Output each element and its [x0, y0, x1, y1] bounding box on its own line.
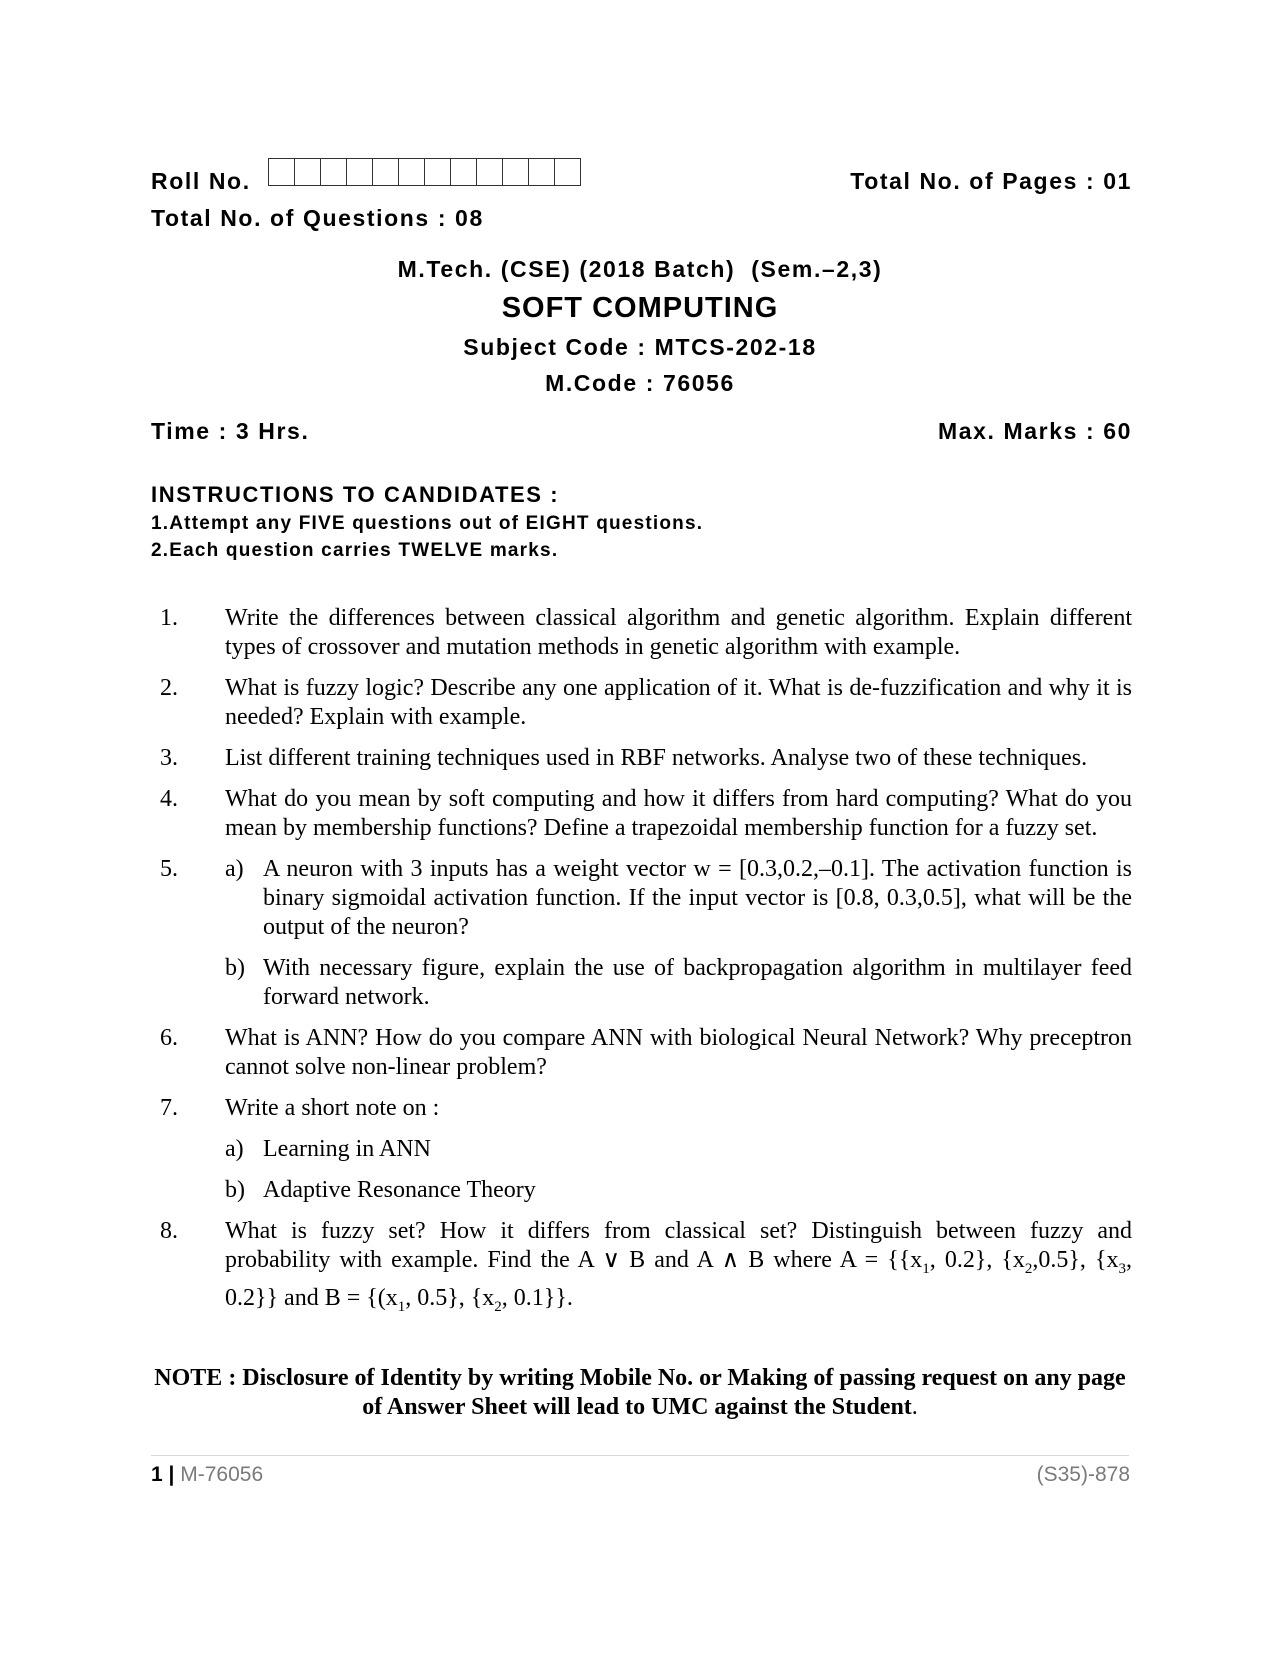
q8-text-part: , 0.5}, {x	[405, 1284, 495, 1311]
total-questions: Total No. of Questions : 08	[151, 205, 484, 231]
roll-digit-box[interactable]	[424, 158, 451, 186]
total-pages: Total No. of Pages : 01	[850, 168, 1132, 194]
question-text: List different training techniques used in RBF networks. Analyse two of these techniques.	[225, 745, 1088, 771]
question-number: 4.	[160, 786, 178, 812]
question-text: What is ANN? How do you compare ANN with biological Neural Network? Why preceptron cannot solve non-linear problem?	[225, 1025, 1132, 1080]
sub-question-label: a)	[225, 1136, 244, 1162]
footer-left	[151, 1463, 263, 1487]
max-marks: Max. Marks : 60	[937, 418, 1132, 444]
roll-no-boxes[interactable]	[268, 158, 580, 188]
question-text: What do you mean by soft computing and how it differs from hard computing? What do you mean by membership functions? Define a trapezoidal membership function for a fuzzy set.	[225, 786, 1132, 841]
question-number: 3.	[160, 745, 178, 771]
roll-digit-box[interactable]	[476, 158, 503, 186]
sub-question-text: With necessary figure, explain the use of backpropagation algorithm in multilayer feed forward network.	[263, 955, 1132, 1010]
roll-digit-box[interactable]	[268, 158, 295, 186]
q8-text-part: , 0.2}, {x	[929, 1247, 1025, 1273]
q8-text-part: What is fuzzy set? How it differs from classical set? Distinguish between fuzzy and probability with example. Find the A ∨ B and A ∧ B where A = {{x	[225, 1218, 1132, 1273]
question-body	[225, 855, 1132, 1024]
subscript: 1	[397, 1298, 406, 1315]
roll-digit-box[interactable]	[372, 158, 399, 186]
footer-right-code: (S35)-878	[1036, 1463, 1130, 1486]
sub-question-label: a)	[225, 856, 244, 882]
question-number: 6.	[160, 1025, 178, 1051]
subject-code: Subject Code : MTCS-202-18	[463, 334, 817, 360]
question-item	[160, 604, 1132, 662]
footer-code: M-76056	[180, 1463, 264, 1486]
question-text	[225, 1217, 1132, 1322]
question-item	[160, 1024, 1132, 1082]
subscript: 1	[922, 1260, 930, 1277]
q8-text-part: , 0.1}}.	[501, 1284, 573, 1311]
roll-digit-box[interactable]	[502, 158, 529, 186]
subscript: 3	[1118, 1260, 1126, 1277]
course-title: M.Tech. (CSE) (2018 Batch) (Sem.–2,3)	[397, 256, 883, 282]
question-item	[160, 1094, 1132, 1217]
question-number: 5.	[160, 856, 178, 882]
sub-question-text: Learning in ANN	[263, 1136, 431, 1162]
sub-question-label: b)	[225, 955, 245, 981]
roll-digit-box[interactable]	[294, 158, 321, 186]
instructions-heading: INSTRUCTIONS TO CANDIDATES :	[151, 482, 560, 507]
roll-digit-box[interactable]	[346, 158, 373, 186]
roll-digit-box[interactable]	[450, 158, 477, 186]
subscript: 2	[494, 1298, 502, 1315]
question-number: 1.	[160, 605, 178, 631]
footer-divider	[151, 1455, 1129, 1456]
question-item	[160, 674, 1132, 732]
q8-text-part: , 0.2}} and B = {(x	[225, 1247, 1132, 1311]
question-text: What is fuzzy logic? Describe any one application of it. What is de-fuzzification and why it is needed? Explain with example.	[225, 675, 1132, 730]
subject-title: SOFT COMPUTING	[501, 292, 779, 324]
question-item	[160, 855, 1132, 1024]
note-period: .	[911, 1394, 918, 1420]
sub-question-label: b)	[225, 1177, 245, 1203]
note-text: NOTE : Disclosure of Identity by writing Mobile No. or Making of passing request on any page of Answer Sheet will lead to UMC against the Student	[154, 1365, 1126, 1420]
question-item	[160, 785, 1132, 843]
roll-digit-box[interactable]	[398, 158, 425, 186]
sub-question	[225, 1176, 1132, 1205]
instruction-item: 1.Attempt any FIVE questions out of EIGHT questions.	[151, 513, 704, 534]
q8-text-part: ,0.5}, {x	[1032, 1247, 1119, 1273]
roll-no-label: Roll No.	[151, 168, 251, 194]
sub-question	[225, 1135, 1132, 1164]
question-item	[160, 744, 1132, 773]
question-body	[225, 1094, 1132, 1217]
question-item	[160, 1217, 1132, 1322]
sub-question-text: A neuron with 3 inputs has a weight vector w = [0.3,0.2,–0.1]. The activation function is binary sigmoidal activation function. If the input vector is [0.8, 0.3,0.5], what will be the output of the neuron?	[263, 856, 1132, 940]
question-text: Write a short note on :	[225, 1095, 440, 1121]
roll-digit-box[interactable]	[528, 158, 555, 186]
page-number: 1	[151, 1463, 163, 1486]
sub-question	[225, 855, 1132, 942]
instruction-item: 2.Each question carries TWELVE marks.	[151, 540, 559, 561]
roll-digit-box[interactable]	[320, 158, 347, 186]
footer-separator: |	[162, 1463, 181, 1486]
exam-time: Time : 3 Hrs.	[151, 418, 310, 444]
question-number: 8.	[160, 1218, 178, 1244]
question-text: Write the differences between classical algorithm and genetic algorithm. Explain different types of crossover and mutation methods in genetic algorithm with example.	[225, 605, 1132, 660]
roll-digit-box[interactable]	[554, 158, 581, 186]
sub-question	[225, 954, 1132, 1012]
subscript: 2	[1024, 1260, 1033, 1277]
m-code: M.Code : 76056	[545, 370, 735, 396]
disclosure-note	[150, 1364, 1130, 1422]
question-number: 7.	[160, 1095, 178, 1121]
sub-question-text: Adaptive Resonance Theory	[263, 1177, 536, 1203]
question-number: 2.	[160, 675, 178, 701]
question-list	[160, 604, 1132, 1334]
